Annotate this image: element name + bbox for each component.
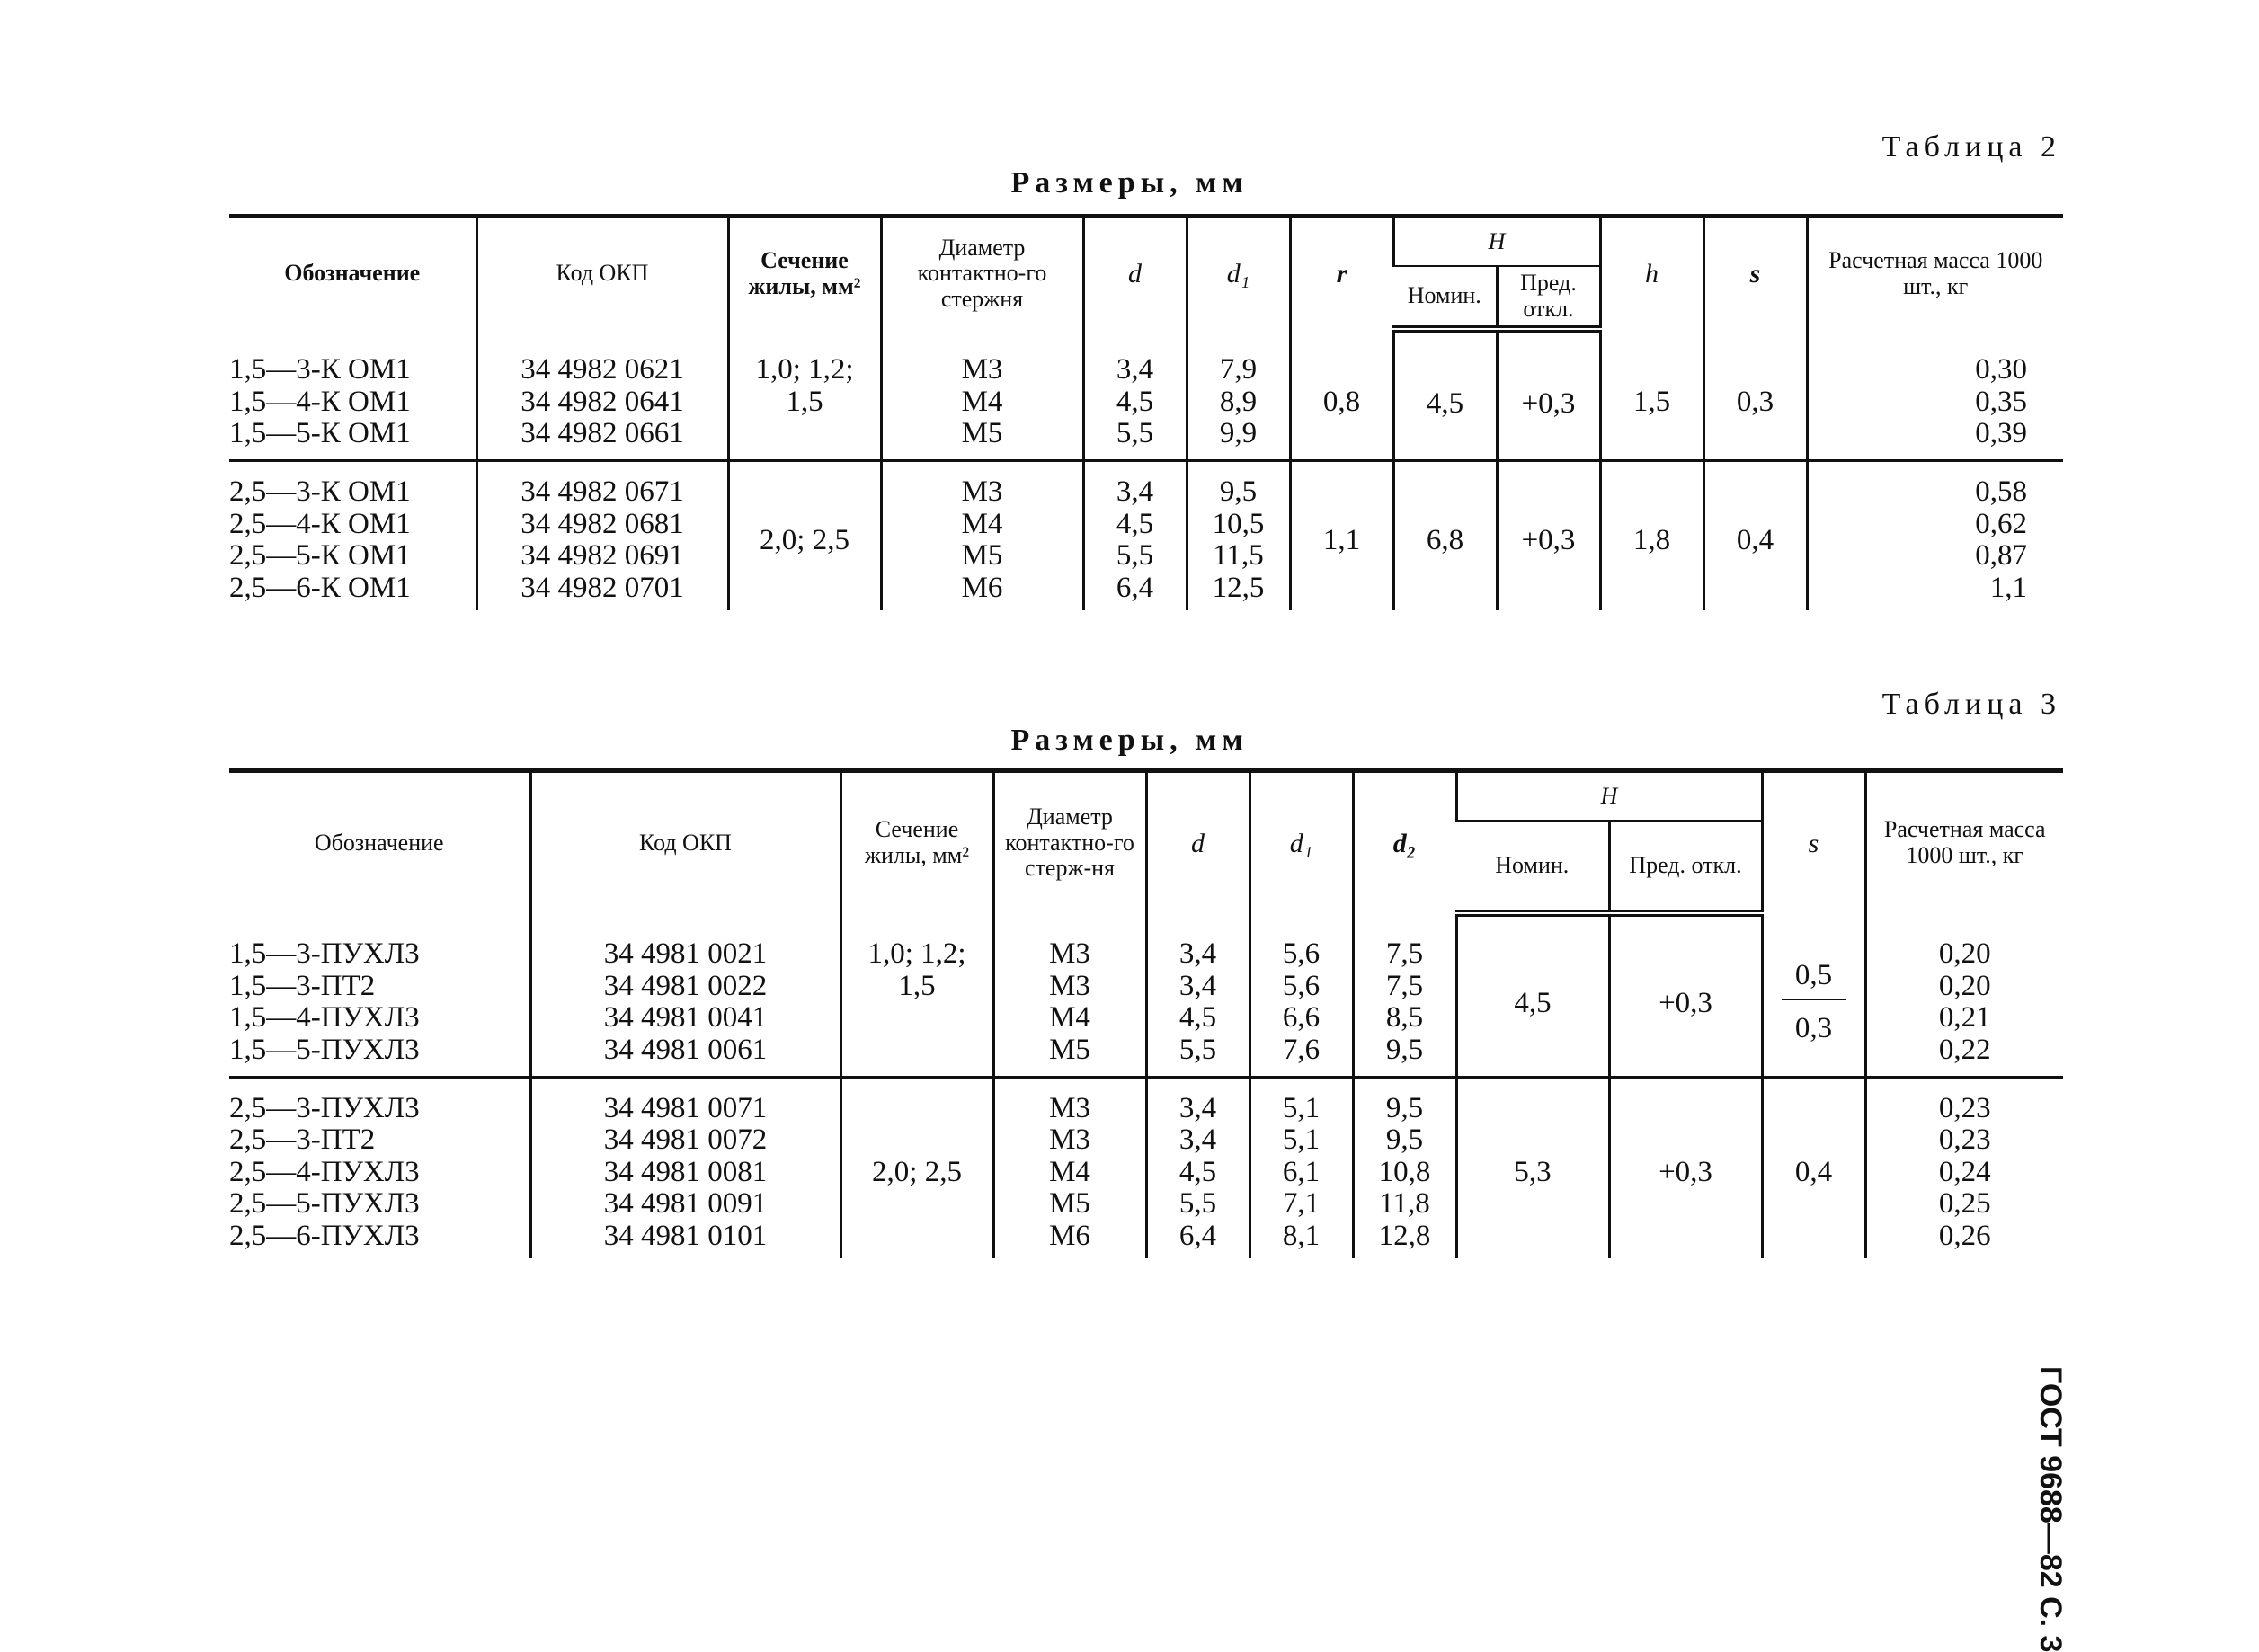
header-d1: d₁: [1187, 217, 1290, 330]
designation-cell: 1,5—3-К ОМ1 1,5—4-К ОМ1 1,5—5-К ОМ1: [229, 353, 411, 450]
header-H: H: [1393, 217, 1600, 267]
header-section: Сечение жилы, мм²: [840, 771, 993, 914]
mass-cell: 0,58 0,62 0,87 1,1: [1807, 461, 2063, 610]
header-H-nom: Номин.: [1456, 821, 1609, 913]
table3-caption: Таблица 3: [1881, 688, 2061, 721]
d-cell: 3,4 4,5 5,5: [1083, 329, 1187, 460]
header-s: s: [1703, 217, 1807, 330]
d1-cell: 9,5 10,5 11,5 12,5: [1187, 461, 1290, 610]
header-mass: Расчетная масса 1000 шт., кг: [1865, 771, 2063, 914]
s-cell: [1762, 913, 1865, 1077]
header-d: d: [1083, 217, 1187, 330]
d1-cell: 7,9 8,9 9,9: [1187, 329, 1290, 460]
diameter-cell: М3 М3 М4 М5 М6: [993, 1077, 1146, 1258]
H-nom-cell: 4,5: [1456, 913, 1609, 1077]
designation-cell: 1,5—3-ПУХЛ3 1,5—3-ПТ2 1,5—4-ПУХЛ3 1,5—5-ПУХЛ3: [229, 937, 420, 1066]
H-nom-cell: 6,8: [1393, 461, 1497, 610]
d-cell: 3,4 4,5 5,5 6,4: [1083, 461, 1187, 610]
section-cell: 2,0; 2,5: [840, 1077, 993, 1258]
d1-cell: 5,1 5,1 6,1 7,1 8,1: [1250, 1077, 1353, 1258]
header-H-nom: Номин.: [1393, 266, 1497, 329]
header-diameter: Диаметр контактно-го стержня: [881, 217, 1083, 330]
table-row: [229, 461, 2063, 610]
header-d2: d₂: [1353, 771, 1456, 914]
s-top-value: 0,5: [1782, 951, 1846, 1001]
header-mass: Расчетная масса 1000 шт., кг: [1807, 217, 2063, 330]
header-designation: Обозначение: [229, 771, 530, 914]
H-nom-cell: 5,3: [1456, 1077, 1609, 1258]
section-cell: 2,0; 2,5: [728, 461, 881, 610]
h-cell: 1,5: [1600, 329, 1703, 460]
s-bottom-value: 0,3: [1794, 1012, 1833, 1045]
okp-code-cell: 34 4982 0671 34 4982 0681 34 4982 0691 34 4982 0701: [476, 461, 728, 610]
d2-cell: 9,5 9,5 10,8 11,8 12,8: [1353, 1077, 1456, 1258]
table-row: [229, 1077, 2063, 1258]
header-designation: Обозначение: [229, 217, 476, 330]
header-section: Сечение жилы, мм²: [728, 217, 881, 330]
s-cell: 0,4: [1703, 461, 1807, 610]
header-h: h: [1600, 217, 1703, 330]
header-okp-code: Код ОКП: [476, 217, 728, 330]
diameter-cell: М3 М4 М5 М6: [881, 461, 1083, 610]
table-row: [229, 913, 2063, 1077]
h-cell: 1,8: [1600, 461, 1703, 610]
table2-caption: Таблица 2: [1881, 130, 2061, 164]
header-okp-code: Код ОКП: [530, 771, 840, 914]
d-cell: 3,4 3,4 4,5 5,5: [1146, 913, 1250, 1077]
header-r: r: [1290, 217, 1393, 330]
page-label: ГОСТ 9688—82 С. 3: [2033, 1366, 2068, 1652]
H-dev-cell: +0,3: [1609, 913, 1762, 1077]
r-cell: 1,1: [1290, 461, 1393, 610]
designation-cell: 2,5—3-К ОМ1 2,5—4-К ОМ1 2,5—5-К ОМ1 2,5—6-К ОМ1: [229, 461, 476, 610]
mass-cell: 0,23 0,23 0,24 0,25 0,26: [1865, 1077, 2063, 1258]
okp-code-cell: 34 4981 0021 34 4981 0022 34 4981 0041 34 4981 0061: [530, 913, 840, 1077]
d1-cell: 5,6 5,6 6,6 7,6: [1250, 913, 1353, 1077]
H-dev-cell: +0,3: [1497, 329, 1600, 460]
r-cell: 0,8: [1290, 329, 1393, 460]
section-cell: 1,0; 1,2; 1,5: [840, 913, 993, 1077]
mass-cell: 0,20 0,20 0,21 0,22: [1865, 913, 2063, 1077]
header-d1: d₁: [1250, 771, 1353, 914]
header-diameter: Диаметр контактно-го стерж-ня: [993, 771, 1146, 914]
header-H: H: [1456, 771, 1762, 822]
mass-cell: 0,30 0,35 0,39: [1807, 329, 2063, 460]
table3: [229, 768, 2063, 1258]
table2-title: Размеры, мм: [1010, 166, 1249, 200]
okp-code-cell: 34 4982 0621 34 4982 0641 34 4982 0661: [476, 329, 728, 460]
header-H-dev: Пред. откл.: [1609, 821, 1762, 913]
designation-cell: 2,5—3-ПУХЛ3 2,5—3-ПТ2 2,5—4-ПУХЛ3 2,5—5-ПУХЛ3 2,5—6-ПУХЛ3: [229, 1077, 530, 1258]
header-H-dev: Пред. откл.: [1497, 266, 1600, 329]
section-cell: 1,0; 1,2; 1,5: [728, 329, 881, 460]
s-cell: 0,3: [1703, 329, 1807, 460]
H-dev-cell: +0,3: [1497, 461, 1600, 610]
table-row: [229, 329, 2063, 460]
d2-cell: 7,5 7,5 8,5 9,5: [1353, 913, 1456, 1077]
okp-code-cell: 34 4981 0071 34 4981 0072 34 4981 0081 34 4981 0091 34 4981 0101: [530, 1077, 840, 1258]
header-d: d: [1146, 771, 1250, 914]
diameter-cell: М3 М3 М4 М5: [993, 913, 1146, 1077]
diameter-cell: М3 М4 М5: [881, 329, 1083, 460]
header-s: s: [1762, 771, 1865, 914]
table2: [229, 214, 2063, 610]
H-dev-cell: +0,3: [1609, 1077, 1762, 1258]
table3-title: Размеры, мм: [1010, 724, 1249, 757]
H-nom-cell: 4,5: [1393, 329, 1497, 460]
s-cell: 0,4: [1762, 1077, 1865, 1258]
d-cell: 3,4 3,4 4,5 5,5 6,4: [1146, 1077, 1250, 1258]
